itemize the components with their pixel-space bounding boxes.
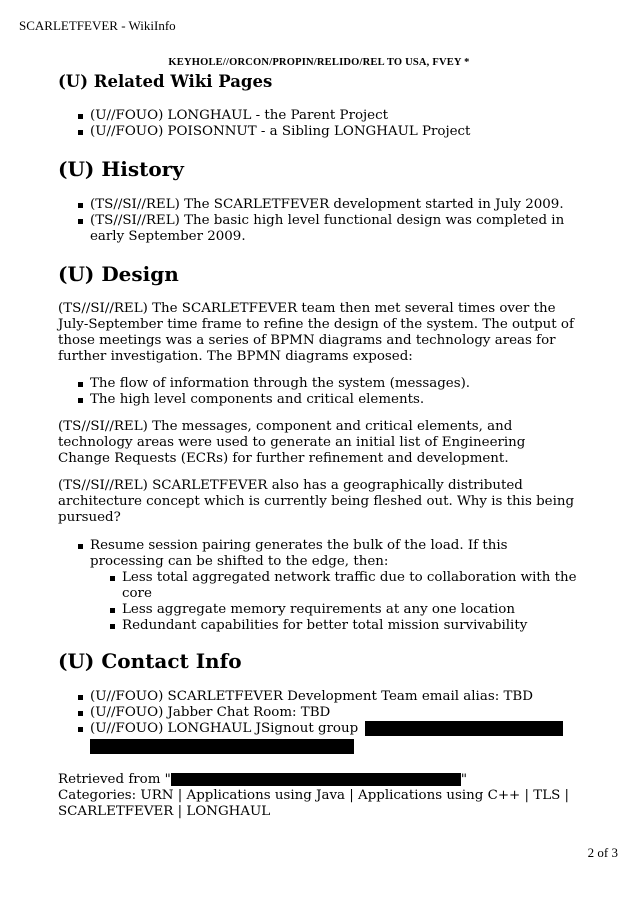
design-heading: (U) Design xyxy=(58,262,179,286)
history-item: (TS//SI//REL) The SCARLETFEVER development started in July 2009. xyxy=(58,197,578,213)
retrieved-from xyxy=(58,772,578,788)
history-list xyxy=(58,197,578,245)
contact-item: (U//FOUO) Jabber Chat Room: TBD xyxy=(58,705,578,721)
page-header-title: SCARLETFEVER - WikiInfo xyxy=(19,18,176,33)
contact-item xyxy=(58,721,578,754)
redaction-bar xyxy=(171,773,461,786)
history-item: (TS//SI//REL) The basic high level functional design was completed in early September 2009. xyxy=(58,213,578,245)
list-item-text: Resume session pairing generates the bulk of the load. If this processing can be shifted to the edge, then: xyxy=(90,538,508,569)
redaction-bar xyxy=(365,721,563,736)
classification-banner: KEYHOLE//ORCON/PROPIN/RELIDO/REL TO USA, FVEY * xyxy=(168,57,470,68)
design-list-2 xyxy=(58,538,578,570)
related-heading: (U) Related Wiki Pages xyxy=(58,72,273,91)
sub-list-item: Less total aggregated network traffic due to collaboration with the core xyxy=(90,570,578,602)
retrieved-prefix: Retrieved from " xyxy=(58,772,171,787)
page-number: 2 of 3 xyxy=(587,845,618,860)
related-link-longhaul[interactable]: (U//FOUO) LONGHAUL - the Parent Project xyxy=(58,108,578,124)
related-list xyxy=(58,108,578,140)
design-paragraph-2: (TS//SI//REL) The messages, component and critical elements, and technology areas were used to generate an initial list of Engineering Change Requests (ECRs) for further refinement and development. xyxy=(58,419,526,466)
sub-list-item: Redundant capabilities for better total mission survivability xyxy=(90,618,578,634)
contact-heading: (U) Contact Info xyxy=(58,649,242,673)
sub-list-item: Less aggregate memory requirements at any one location xyxy=(90,602,578,618)
list-item: The flow of information through the system (messages). xyxy=(58,376,578,392)
history-heading: (U) History xyxy=(58,157,184,181)
design-sublist xyxy=(58,570,578,634)
related-link-poisonnut[interactable]: (U//FOUO) POISONNUT - a Sibling LONGHAUL Project xyxy=(58,124,578,140)
design-list-1 xyxy=(58,376,578,408)
contact-item: (U//FOUO) SCARLETFEVER Development Team email alias: TBD xyxy=(58,689,578,705)
list-item xyxy=(58,538,578,570)
design-paragraph-1: (TS//SI//REL) The SCARLETFEVER team then met several times over the July-September time frame to refine the design of the system. The output of those meetings was a series of BPMN diagrams and technology areas for further investigation. The BPMN diagrams exposed: xyxy=(58,301,574,364)
contact-list xyxy=(58,689,578,754)
article-content xyxy=(58,70,578,820)
redaction-bar xyxy=(90,739,354,754)
design-paragraph-3: (TS//SI//REL) SCARLETFEVER also has a geographically distributed architecture concept which is currently being fleshed out. Why is this being pursued? xyxy=(58,478,575,525)
contact-item-text: (U//FOUO) LONGHAUL JSignout group xyxy=(90,721,359,736)
list-item: The high level components and critical elements. xyxy=(58,392,578,408)
categories-line[interactable]: Categories: URN | Applications using Java | Applications using C++ | TLS | SCARLETFEVER | LONGHAUL xyxy=(58,788,570,819)
retrieved-suffix: " xyxy=(460,772,468,787)
